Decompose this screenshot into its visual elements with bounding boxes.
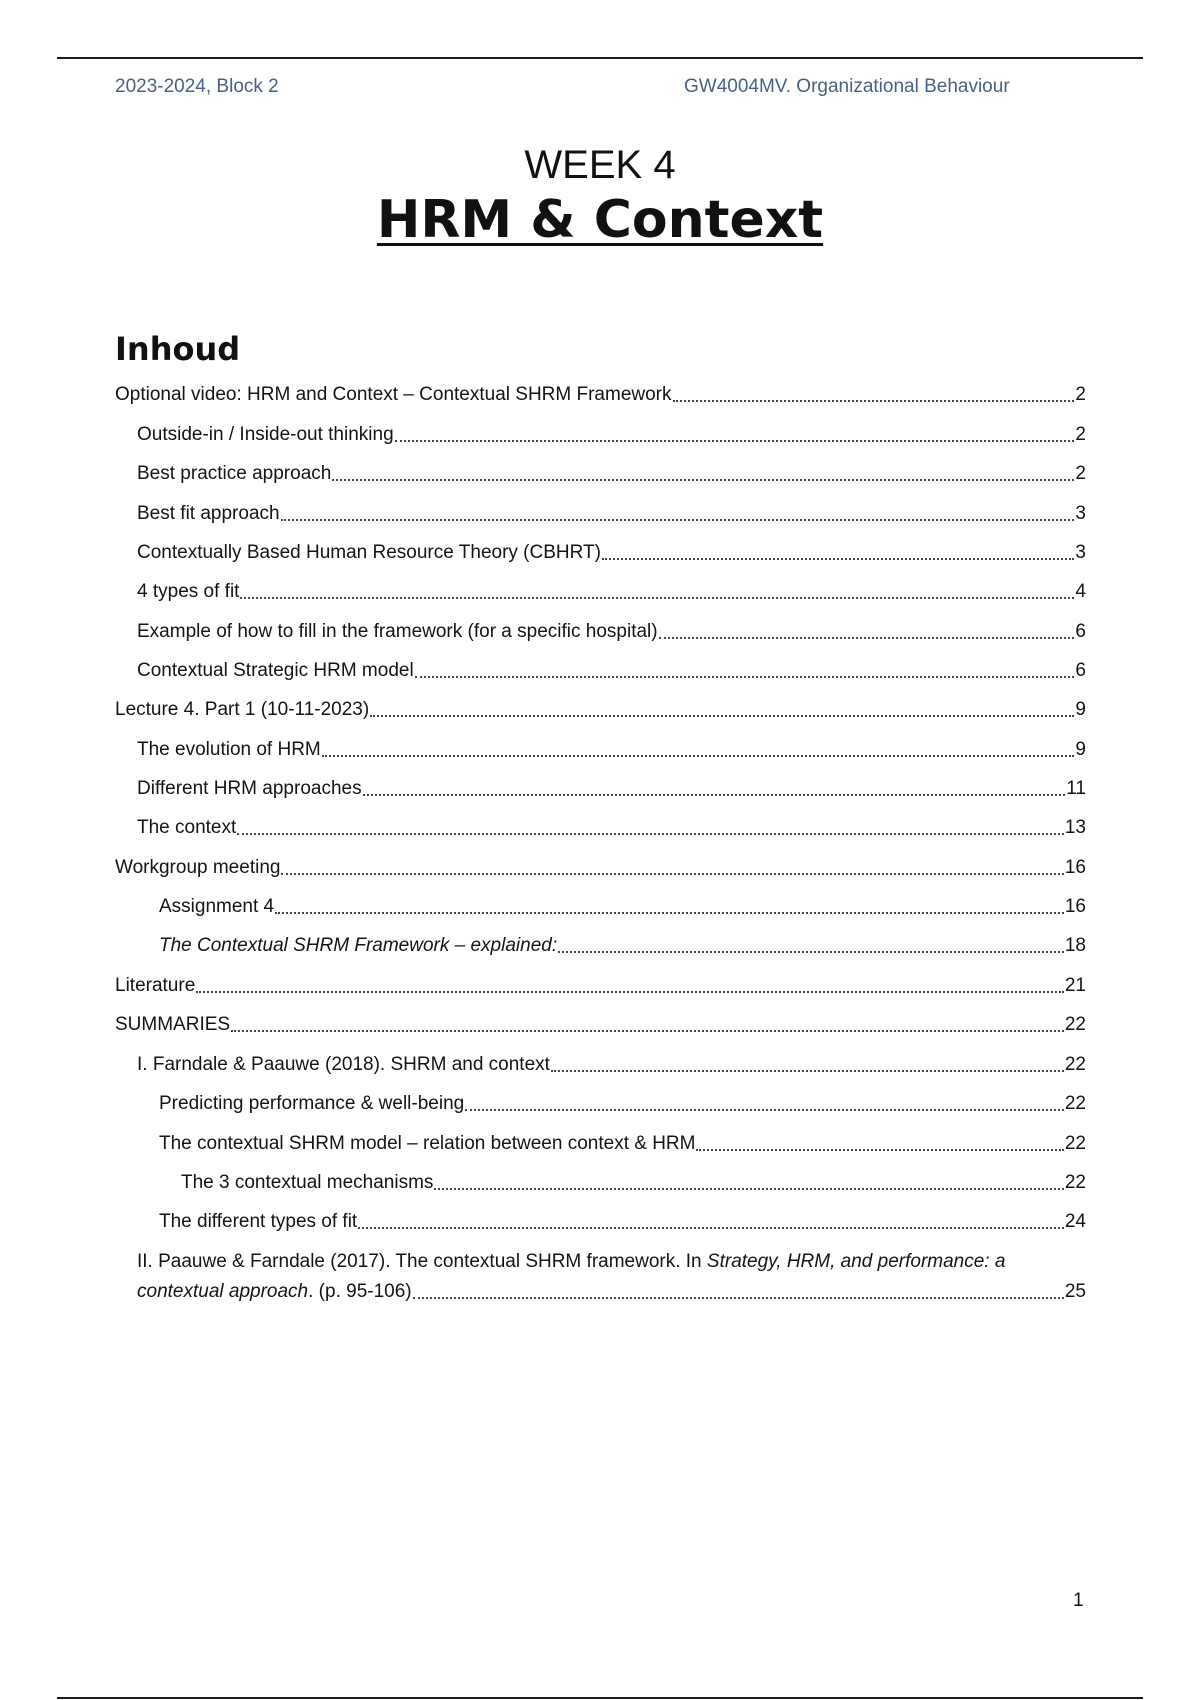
toc-entry-label: 4 types of fit [137, 581, 240, 602]
toc-entry[interactable] [115, 853, 1086, 883]
toc-leader [673, 380, 1075, 410]
toc-leader [659, 617, 1075, 647]
toc-entry-label: Workgroup meeting [115, 857, 281, 878]
toc-entry[interactable] [159, 1089, 1086, 1119]
toc-entry-page: 4 [1075, 581, 1086, 602]
toc-leader [370, 695, 1074, 725]
toc-entry[interactable] [137, 499, 1086, 529]
toc-leader [395, 420, 1075, 450]
page-number: 1 [1073, 1590, 1084, 1611]
toc-entry[interactable] [137, 1050, 1086, 1080]
toc-entry[interactable] [137, 617, 1086, 647]
toc-entry-label-italic: contextual approach [137, 1281, 309, 1302]
week-label: WEEK 4 [524, 143, 676, 187]
toc-leader [696, 1129, 1063, 1159]
toc-entry-page: 2 [1075, 463, 1086, 484]
toc-entry[interactable] [159, 931, 1086, 961]
toc-entry[interactable] [115, 380, 1086, 410]
toc-entry-label: Example of how to fill in the framework (for a specific hospital) [137, 621, 658, 642]
toc-leader [275, 892, 1064, 922]
toc-entry-page: 21 [1064, 975, 1086, 996]
toc-entry-page: 22 [1064, 1133, 1086, 1154]
toc-entry-page: 22 [1064, 1093, 1086, 1114]
toc-entry[interactable] [159, 892, 1086, 922]
toc-entry[interactable] [137, 420, 1086, 450]
toc-entry-page: 2 [1075, 384, 1086, 405]
toc-entry-label: Best practice approach [137, 463, 332, 484]
toc-leader [551, 1050, 1064, 1080]
toc-entry[interactable] [181, 1168, 1086, 1198]
toc-entry[interactable] [137, 577, 1086, 607]
toc-entry[interactable] [115, 1010, 1086, 1040]
toc-leader [237, 813, 1064, 843]
toc-entry[interactable] [137, 735, 1086, 765]
toc-entry-page: 16 [1064, 857, 1086, 878]
toc-entry-page: 22 [1064, 1014, 1086, 1035]
toc-entry-page: 18 [1064, 935, 1086, 956]
toc-entry-page: 24 [1064, 1211, 1086, 1232]
toc-leader [558, 931, 1064, 961]
toc-entry-page: 25 [1064, 1281, 1086, 1302]
toc-entry[interactable] [137, 459, 1086, 489]
toc-entry[interactable] [137, 813, 1086, 843]
toc-entry-page: 9 [1075, 739, 1086, 760]
toc-entry-page: 6 [1075, 660, 1086, 681]
toc-entry-label: I. Farndale & Paauwe (2018). SHRM and context [137, 1054, 550, 1075]
toc-heading: Inhoud [115, 330, 241, 368]
toc-leader [281, 499, 1075, 529]
toc-entry-label: Outside-in / Inside-out thinking [137, 424, 394, 445]
toc-entry-page: 3 [1075, 542, 1086, 563]
toc-entry[interactable] [115, 695, 1086, 725]
toc-entry-label: Best fit approach [137, 503, 280, 524]
toc-leader [434, 1168, 1063, 1198]
header-rule [57, 57, 1143, 59]
toc-entry-label: Different HRM approaches [137, 778, 362, 799]
toc-entry-label: Contextually Based Human Resource Theory (CBHRT) [137, 542, 601, 563]
toc-entry[interactable] [137, 774, 1086, 804]
toc-entry[interactable] [137, 1277, 1086, 1307]
toc-entry-label: SUMMARIES [115, 1014, 231, 1035]
toc-leader [196, 971, 1064, 1001]
toc-entry-page: 13 [1064, 817, 1086, 838]
toc-entry-page: 22 [1064, 1054, 1086, 1075]
toc-entry-label: The different types of fit [159, 1211, 358, 1232]
toc-leader [602, 538, 1074, 568]
toc-leader [363, 774, 1066, 804]
toc-leader [231, 1010, 1064, 1040]
toc-entry-label-italic: Strategy, HRM, and performance: a [706, 1251, 1006, 1272]
toc-entry-label: The context [137, 817, 237, 838]
toc-entry-page: 16 [1064, 896, 1086, 917]
footer-rule [57, 1697, 1143, 1699]
toc-entry[interactable] [137, 538, 1086, 568]
toc-entry-label: Predicting performance & well-being [159, 1093, 465, 1114]
toc-entry-page: 2 [1075, 424, 1086, 445]
toc-leader [322, 735, 1075, 765]
toc-entry-label: Lecture 4. Part 1 (10-11-2023) [115, 699, 370, 720]
header-block: 2023-2024, Block 2 [115, 76, 279, 97]
toc-entry-label: Contextual Strategic HRM model [137, 660, 414, 681]
toc-entry[interactable] [159, 1129, 1086, 1159]
toc-entry-label: The contextual SHRM model – relation between context & HRM [159, 1133, 696, 1154]
toc-entry[interactable] [159, 1207, 1086, 1237]
toc-leader [240, 577, 1074, 607]
toc-leader [415, 656, 1075, 686]
toc-entry-page: 6 [1075, 621, 1086, 642]
toc-entry-label: Literature [115, 975, 196, 996]
toc-entry-label-rest: . (p. 95-106) [308, 1281, 412, 1302]
document-title: HRM & Context [376, 190, 824, 250]
toc-leader [465, 1089, 1064, 1119]
toc-leader [281, 853, 1063, 883]
toc-entry-label: Assignment 4 [159, 896, 275, 917]
toc-leader [413, 1277, 1064, 1307]
toc-leader [332, 459, 1074, 489]
toc-entry-label-prefix: II. Paauwe & Farndale (2017). The contextual SHRM framework. In [137, 1251, 707, 1272]
toc-entry-page: 9 [1075, 699, 1086, 720]
toc-entry-label: The Contextual SHRM Framework – explained: [159, 935, 558, 956]
toc-entry-line1[interactable] [137, 1247, 1005, 1277]
toc-entry-label: The 3 contextual mechanisms [181, 1172, 434, 1193]
toc-entry-label: Optional video: HRM and Context – Contextual SHRM Framework [115, 384, 672, 405]
toc-leader [358, 1207, 1064, 1237]
toc-entry[interactable] [137, 656, 1086, 686]
toc-entry-page: 22 [1064, 1172, 1086, 1193]
toc-entry[interactable] [115, 971, 1086, 1001]
header-course: GW4004MV. Organizational Behaviour [684, 76, 1010, 97]
toc-entry-label [137, 1277, 412, 1307]
toc-entry-page: 11 [1066, 778, 1086, 799]
toc-entry-page: 3 [1075, 503, 1086, 524]
toc-entry-label: The evolution of HRM [137, 739, 321, 760]
